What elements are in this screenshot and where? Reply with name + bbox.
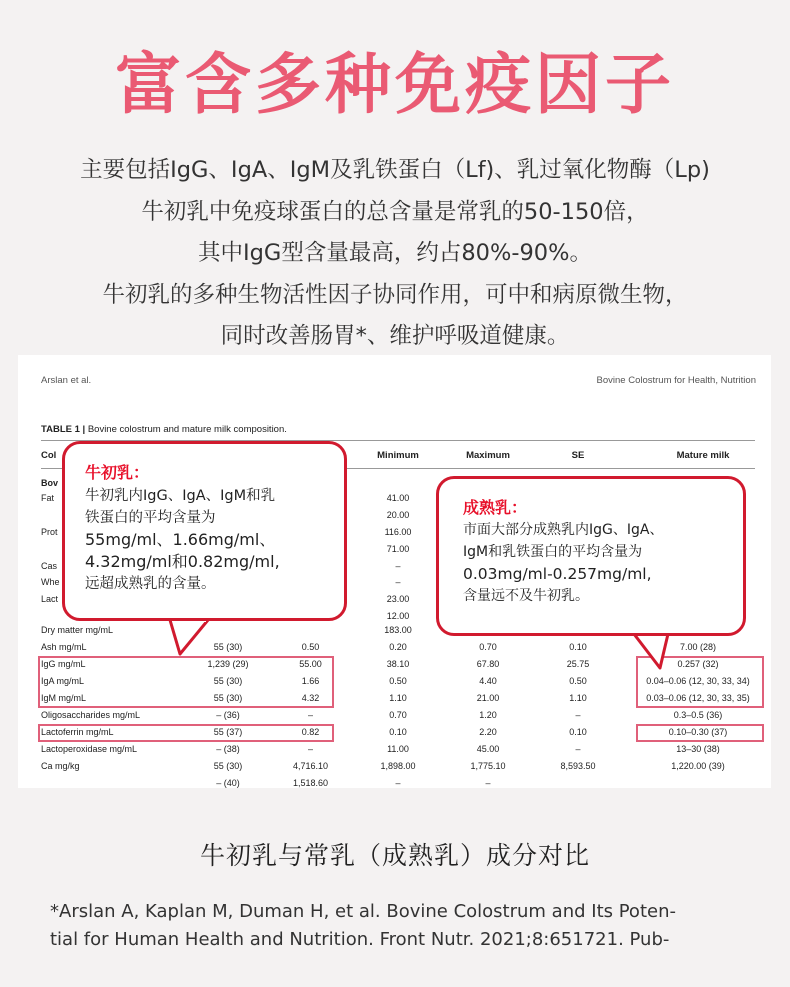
- table-cell-mature: 0.04–0.06 (12, 30, 33, 34): [646, 676, 750, 686]
- table-cell-median: 4,716.10: [292, 761, 329, 771]
- table-row-label: Lactoperoxidase mg/mL: [41, 744, 138, 754]
- table-cell-min: 0.70: [389, 710, 407, 720]
- intro-line: 牛初乳中免疫球蛋白的总含量是常乳的50-150倍，: [141, 198, 649, 225]
- table-title: Bovine colostrum and mature milk composition.: [87, 424, 287, 435]
- highlight-mature-lactoferrin: [636, 724, 764, 742]
- table-cell-max: 21.00: [476, 693, 500, 703]
- table-label: TABLE 1 |: [41, 424, 86, 435]
- table-cell-mean: 55 (30): [213, 693, 243, 703]
- bubble-colostrum-body: [85, 485, 324, 595]
- bubble-left-tail: [168, 618, 212, 658]
- intro-line: 同时改善肠胃*、维护呼吸道健康。: [220, 323, 570, 349]
- table-cell-mean: – (36): [216, 710, 240, 720]
- table-cell-max: 1,775.10: [470, 761, 506, 771]
- intro-line: 牛初乳的多种生物活性因子协同作用，可中和病原微生物，: [102, 281, 688, 308]
- table-cell-mature: 0.257 (32): [677, 659, 719, 669]
- table-cell-se: 1.10: [569, 693, 587, 703]
- table-cell-median: –: [307, 744, 313, 754]
- table-row-label: Ash mg/mL: [41, 642, 87, 652]
- table-cell-median: 1,518.60: [292, 778, 329, 788]
- table-cell-min: 0.20: [389, 642, 407, 652]
- table-cell-min: 11.00: [387, 744, 409, 754]
- bubble-line: IgM和乳铁蛋白的平均含量为: [463, 544, 643, 560]
- cell-min: 12.00: [386, 611, 410, 621]
- reference-line: tial for Human Health and Nutrition. Front Nutr. 2021;8:651721. Pub-: [50, 929, 670, 950]
- table-cell-mature: 0.03–0.06 (12, 30, 33, 35): [646, 693, 750, 703]
- table-cell-mean: 55 (30): [213, 761, 243, 771]
- highlight-colostrum-lactoferrin: [38, 724, 334, 742]
- bubble-colostrum: [62, 441, 347, 621]
- bubble-line: 含量远不及牛初乳。: [463, 588, 589, 604]
- table-row-label: Lactoferrin mg/mL: [41, 727, 114, 737]
- cell-min: –: [395, 561, 401, 571]
- bubble-line: 牛初乳内IgG、IgA、IgM和乳: [85, 488, 276, 504]
- paper-header-right: Bovine Colostrum for Health, Nutrition: [596, 375, 756, 386]
- cell-min: –: [395, 577, 401, 587]
- bubble-line: 4.32mg/ml和0.82mg/ml,: [85, 552, 280, 571]
- column-header-se: SE: [571, 450, 585, 461]
- bubble-line: 0.03mg/ml-0.257mg/ml,: [463, 565, 652, 583]
- column-header-component: Col: [41, 450, 57, 461]
- bubble-mature-body: [463, 519, 719, 607]
- table-cell-min: 0.10: [389, 727, 407, 737]
- row-label-partial: Fat: [41, 493, 55, 503]
- table-row-label: IgA mg/mL: [41, 676, 85, 686]
- cell-min: 71.00: [386, 544, 410, 554]
- table-cell-max: –: [485, 778, 491, 788]
- table-cell-mean: 55 (30): [213, 676, 243, 686]
- table-cell-median: 1.66: [301, 676, 320, 686]
- table-cell-median: –: [307, 710, 313, 720]
- table-cell-max: 4.40: [479, 676, 497, 686]
- column-header-minimum: Minimum: [377, 450, 419, 461]
- bubble-mature-milk: [436, 476, 746, 636]
- table-cell-mean: – (40): [216, 778, 240, 788]
- row-label-partial: Bov: [41, 478, 59, 488]
- table-cell-median: 0.82: [301, 727, 320, 737]
- table-cell-max: 0.70: [479, 642, 497, 652]
- headline: 富含多种免疫因子: [115, 46, 675, 123]
- cell-min: 23.00: [386, 594, 410, 604]
- highlight-colostrum-ig: [38, 656, 334, 708]
- table-cell-min: 0.50: [389, 676, 407, 686]
- table-cell-mean: 55 (37): [213, 727, 243, 737]
- bubble-line: 铁蛋白的平均含量为: [85, 510, 216, 526]
- table-cell-mature: 0.10–0.30 (37): [668, 727, 728, 737]
- table-cell-mature: 7.00 (28): [679, 642, 717, 652]
- table-cell-min: 38.10: [386, 659, 410, 669]
- column-header-maximum: Maximum: [466, 450, 510, 461]
- table-cell-se: 25.75: [566, 659, 590, 669]
- cell-min: 116.00: [384, 527, 412, 537]
- bubble-right-tail: [632, 632, 672, 672]
- row-label-partial: Cas: [41, 561, 58, 571]
- table-cell-mean: – (38): [216, 744, 240, 754]
- table-cell-se: –: [575, 744, 581, 754]
- table-row-label: Dry matter mg/mL: [41, 625, 114, 635]
- table-row-label: IgG mg/mL: [41, 659, 86, 669]
- paper-header-left: Arslan et al.: [41, 375, 92, 386]
- table-cell-se: 0.10: [569, 642, 587, 652]
- table-cell-min: –: [395, 778, 401, 788]
- table-cell-median: 55.00: [299, 659, 322, 669]
- table-row-label: Oligosaccharides mg/mL: [41, 710, 141, 720]
- table-cell-se: –: [575, 710, 581, 720]
- bubble-mature-title: 成熟乳：: [463, 498, 528, 517]
- row-label-partial: Lact: [41, 594, 59, 604]
- table-cell-se: 0.50: [569, 676, 587, 686]
- figure-caption: 牛初乳与常乳（成熟乳）成分对比: [199, 841, 590, 870]
- table-row-label: IgM mg/mL: [41, 693, 87, 703]
- table-cell-median: 0.50: [301, 642, 320, 652]
- cell-min: 20.00: [386, 510, 410, 520]
- table-cell-mature: 0.3–0.5 (36): [673, 710, 723, 720]
- bubble-colostrum-title: 牛初乳：: [85, 463, 150, 482]
- table-cell-mature: 13–30 (38): [676, 744, 720, 754]
- bubble-line: 市面大部分成熟乳内IgG、IgA、: [463, 522, 664, 538]
- reference-citation: [50, 898, 750, 954]
- table-cell-mean: 55 (30): [213, 642, 243, 652]
- intro-line: 主要包括IgG、IgA、IgM及乳铁蛋白（Lf)、乳过氧化物酶（Lp): [80, 157, 710, 183]
- row-label-partial: Whe: [41, 577, 60, 587]
- table-row-label: Ca mg/kg: [41, 761, 80, 771]
- table-cell-min: 1.10: [389, 693, 407, 703]
- bubble-line: 55mg/ml、1.66mg/ml、: [85, 530, 276, 549]
- table-cell-mean: 1,239 (29): [207, 659, 249, 669]
- reference-line: *Arslan A, Kaplan M, Duman H, et al. Bovine Colostrum and Its Poten-: [50, 901, 676, 922]
- table-cell-se: 8,593.50: [560, 761, 596, 771]
- table-cell-max: 2.20: [479, 727, 497, 737]
- table-cell-min: 1,898.00: [380, 761, 416, 771]
- intro-line: 其中IgG型含量最高，约占80%-90%。: [198, 240, 592, 266]
- table-cell-median: 4.32: [301, 693, 320, 703]
- table-cell-max: 1.20: [479, 710, 497, 720]
- bubble-line: 远超成熟乳的含量。: [85, 576, 216, 592]
- row-label-partial: Prot: [41, 527, 58, 537]
- cell-min: 41.00: [386, 493, 410, 503]
- table-cell-se: 0.10: [569, 727, 587, 737]
- table-cell-mature: 1,220.00 (39): [671, 761, 725, 771]
- table-cell-max: 45.00: [476, 744, 500, 754]
- table-caption: [41, 424, 287, 435]
- table-cell-min: 183.00: [384, 625, 412, 635]
- intro-text: [30, 150, 760, 358]
- column-header-mature-milk: Mature milk: [676, 450, 730, 461]
- table-cell-max: 67.80: [476, 659, 500, 669]
